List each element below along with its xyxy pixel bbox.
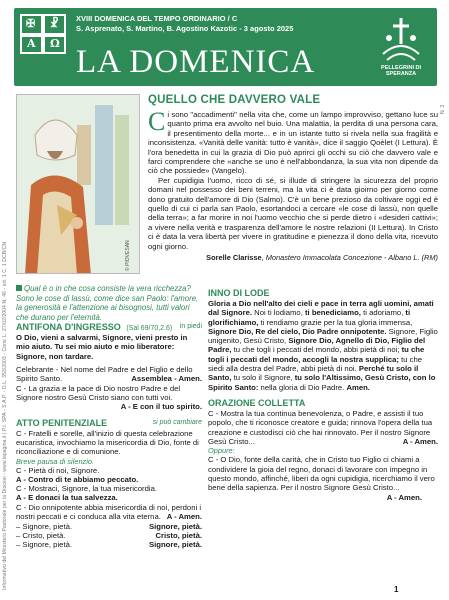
side-issue-text: N. 3 <box>440 104 446 114</box>
inno-title: INNO DI LODE <box>208 288 270 298</box>
atto-title: ATTO PENITENZIALE si può cambiare <box>16 417 202 428</box>
illustration-credit: © PIOVESAN <box>125 240 131 271</box>
kyrie-row-1: – Signore, pietà. Signore, pietà. <box>16 521 202 531</box>
colletta-oppure: Oppure: <box>208 446 235 456</box>
jubilee-logo-icon <box>379 14 423 64</box>
colletta-text-2: C - O Dio, fonte della carità, che in Cristo tuo Figlio ci chiami a condividere la gioia del regno, donaci di lavorare con impegno in questo mondo, affinché, liberi da ogni cupidigia, ricerchiamo il vero bene della sapienza. Per il nostro Signore Gesù Cristo... <box>208 455 435 493</box>
atto-intro: C - Fratelli e sorelle, all'inizio di questa celebrazione eucaristica, invochiamo la misericordia di Dio, fonte di riconciliazione e di comunione. <box>16 428 199 457</box>
bullet-square-icon <box>16 285 22 291</box>
atto-line-3: C - Mostraci, Signore, la tua misericordia. <box>16 484 157 494</box>
page-number: 1 <box>394 585 399 594</box>
page-title: LA DOMENICA <box>76 44 316 80</box>
inno-text: Gloria a Dio nell'alto dei cieli e pace in terra agli uomini, amati dal Signore. Noi ti lodiamo, ti benediciamo, ti adoriamo, ti glorifichiamo, ti rendiamo grazie per la tua gloria immensa, Signore Dio, Re del cielo, Dio Padre onnipotente. Signore, Figlio unigenito, Gesù Cristo, Signore Dio, Agnello di Dio, Figlio del Padre, tu che togli i peccati del mondo, abbi pietà di noi; tu che togli i peccati del mondo, accogli la nostra supplica; tu che siedi alla destra del Padre, abbi pietà di noi. Perché tu solo il Santo, tu solo il Signore, tu solo l'Altissimo, Gesù Cristo, con lo Spirito Santo: nella gloria di Dio Padre. Amen. <box>208 299 438 392</box>
colletta-text-1: C - Mostra la tua continua benevolenza, o Padre, e assisti il tuo popolo, che ti riconosce creatore e guida; rinnova l'opera della tua creazione e custodisci ciò che hai rinnovato. Per il nostro Signore Gesù Cristo... <box>208 408 433 446</box>
header-info <box>76 14 293 34</box>
article-paragraph-1: Ci sono "accadimenti" nella vita che, come un lampo improvviso, gettano luce su quanto prima era avvolto nel buio. Una malattia, la perdita di una persona cara, il presentimento della morte... e in un istante tutto si rivela nella sua fragilità e inconsistenza. «Vanità delle vanità: tutto è vanità», dice il saggio Qoèlet (I Lettura). È l'ora benedetta in cui la grazia di Dio può aprirci gli occhi su ciò che davvero vale e farci comprendere che «anche se uno è nell'abbondanza, la sua vita non dipende da ciò che possiede» (Vangelo). <box>148 107 438 176</box>
antifona-title: ANTIFONA D'INGRESSO (Sal 69/70,2.6) in piedi <box>16 322 202 332</box>
emblem-caption: PELLEGRINI DI SPERANZA <box>380 65 422 77</box>
saints-and-date: S. Asprenato, S. Martino, B. Agostino Kazotic - 3 agosto 2025 <box>76 24 294 33</box>
atto-line-5-answer: A - Amen. <box>166 512 202 522</box>
atto-line-2: A - Contro di te abbiamo peccato. <box>16 474 139 484</box>
colletta-answer-2: A - Amen. <box>386 492 422 502</box>
side-legal-text: Informativo del Ministero Pastorale per la Diocesi - www.lapagina.it | P.I. SPA - S.A.P. - D.L. 353/2003 - Conv. L. 27/02/2004 N. 46 - art. 1 C. 1 DCB/CN <box>2 241 8 590</box>
jubilee-emblem <box>373 14 429 80</box>
kyrie-row-2: – Cristo, pietà. Cristo, pietà. <box>16 530 202 540</box>
colletta-answer-1: A - Amen. <box>402 437 438 447</box>
dropcap: C <box>148 107 166 136</box>
header-banner <box>14 8 437 86</box>
article-signature: Sorelle Clarisse, Monastero Immacolata Concezione - Albano L. (RM) <box>206 253 438 263</box>
atto-line-1: C - Pietà di noi, Signore. <box>16 465 100 475</box>
antifona-text: O Dio, vieni a salvarmi, Signore, vieni presto in mio aiuto. Tu sei mio aiuto e mio liberatore: Signore, non tardare. <box>16 333 188 361</box>
greeting-celebrant: Celebrante - Nel nome del Padre e del Figlio e dello Spirito Santo. <box>16 364 193 384</box>
greeting-celebrant-2: C - La grazia e la pace di Dio nostro Padre e del Signore nostro Gesù Cristo siano con tutti voi. <box>16 383 181 403</box>
article-title: QUELLO CHE DAVVERO VALE <box>148 94 321 106</box>
greeting-assembly: Assemblea - Amen. <box>131 374 202 384</box>
cross-logo-icon: ✠ ☧ Α Ω <box>20 14 66 54</box>
atto-line-5: C - Dio onnipotente abbia misericordia di noi, perdoni i nostri peccati e ci conduca alla vita eterna. <box>16 502 202 522</box>
gospel-illustration <box>16 94 140 274</box>
colletta-title: ORAZIONE COLLETTA <box>208 397 306 408</box>
greeting-assembly-2: A - E con il tuo spirito. <box>120 402 202 412</box>
atto-line-4: A - E donaci la tua salvezza. <box>16 493 118 503</box>
right-column <box>208 286 438 502</box>
liturgical-sunday: XVIII DOMENICA DEL TEMPO ORDINARIO / C <box>76 14 238 23</box>
kyrie-row-3: – Signore, pietà. Signore, pietà. <box>16 540 202 550</box>
intro-question: Qual è o in che cosa consiste la vera ricchezza? Sono le cose di lassù, come dice san Paolo: l'amore, la generosità e l'attenzione ai bisognosi, tutti valori che durano per l'eternità. <box>16 284 199 322</box>
rich-man-illustration-icon <box>17 95 140 274</box>
atto-pause: Breve pausa di silenzio. <box>16 456 95 466</box>
article-paragraph-2: Per cupidigia l'uomo, ricco di sé, si illude di stringere la sicurezza del proprio domani nel possesso dei beni terreni, ma la vita ci è data gioirno per giorno come dono gratuito dell'amore di Dio (Salmo). C'è un bene prezioso da coltivare oggi ed è quello di cui ci parla san Paolo, esortandoci a cercare «le cose di lassù, non quelle della terra»; a far morire in noi l'uomo vecchio che si perde dietro i «desideri cattivi»; a vivere nella verità e trasparenza dell'amore le nostre relazioni (II Lettura). In Cristo ci è data la vera libertà per vivere in gratitudine e pienezza il dono della vita, ricevuto ogni giorno. <box>148 175 438 251</box>
editorial-article <box>148 94 438 262</box>
left-column <box>16 320 202 550</box>
